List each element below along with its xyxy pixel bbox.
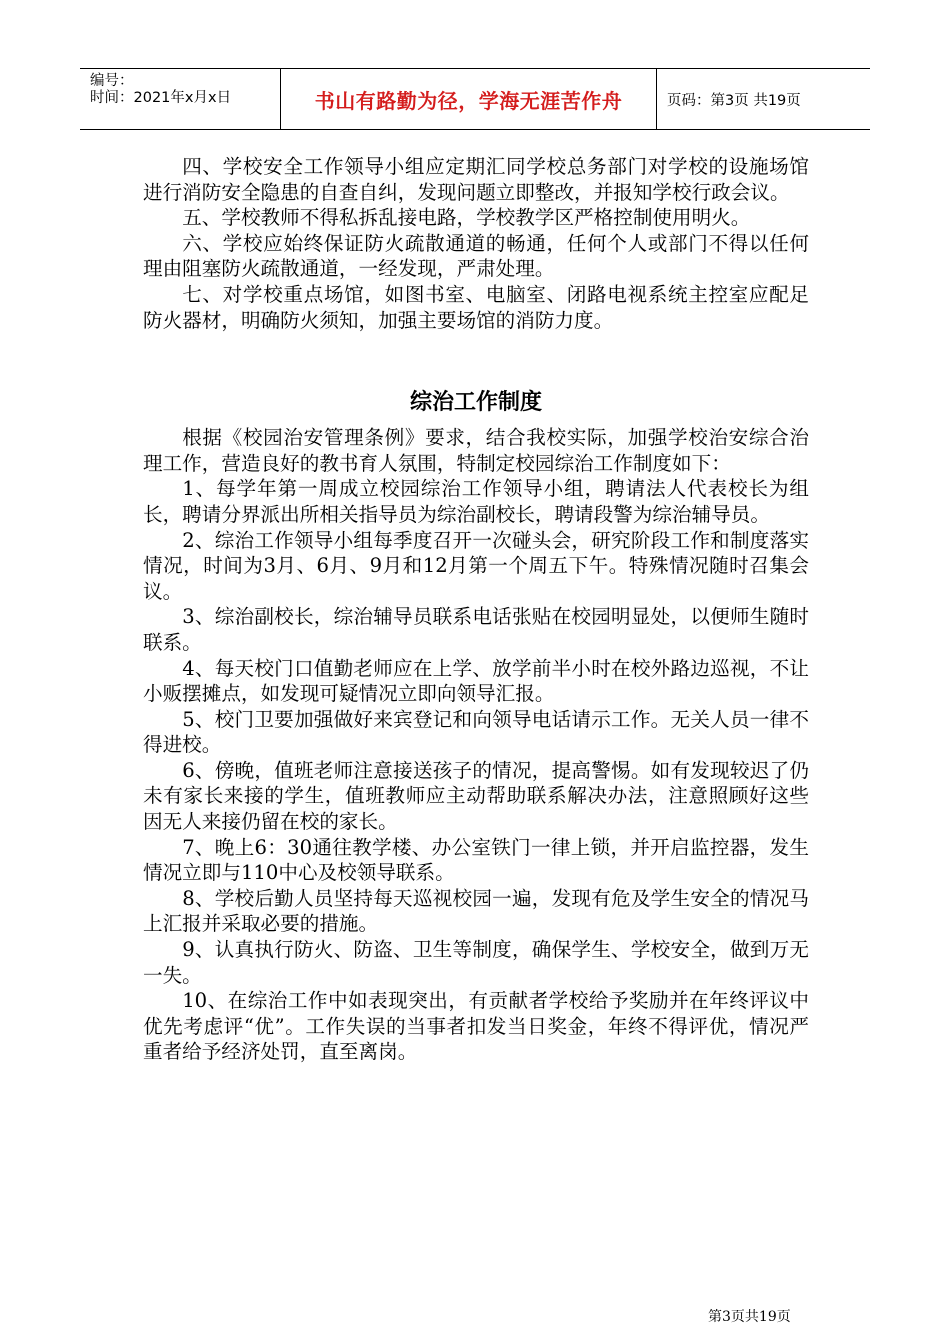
- paragraph: 根据《校园治安管理条例》要求，结合我校实际，加强学校治安综合治理工作，营造良好的教书育人氛围，特制定校园综治工作制度如下：: [143, 426, 809, 475]
- paragraph: 7、晚上6：30通往教学楼、办公室铁门一律上锁，并开启监控器，发生情况立即与110中心及校领导联系。: [143, 835, 809, 885]
- header-page-label: 页码：第3页 共19页: [667, 92, 801, 109]
- section-title: 综治工作制度: [409, 390, 542, 416]
- paragraph: 6、傍晚，值班老师注意接送孩子的情况，提高警惕。如有发现较迟了仍未有家长来接的学生，值班教师应主动帮助联系解决办法，注意照顾好这些因无人来接仍留在校的家长。: [143, 758, 809, 834]
- header-left: [80, 69, 280, 129]
- paragraph: 3、综治副校长，综治辅导员联系电话张贴在校园明显处，以便师生随时联系。: [143, 605, 809, 654]
- paragraph: 10、在综治工作中如表现突出，有贡献者学校给予奖励并在年终评议中优先考虑评“优”。工作失误的当事者扣发当日奖金，年终不得评优，情况严重者给予经济处罚，直至离岗。: [143, 989, 809, 1064]
- paragraph: 4、每天校门口值勤老师应在上学、放学前半小时在校外路边巡视，不让小贩摆摊点，如发现可疑情况立即向领导汇报。: [143, 656, 809, 706]
- header-motto: 书山有路勤为径，学海无涯苦作舟: [280, 69, 657, 129]
- document-date-label: 时间：2021年x月x日: [90, 90, 232, 106]
- paragraph: 2、综治工作领导小组每季度召开一次碰头会，研究阶段工作和制度落实情况，时间为3月、6月、9月和12月第一个周五下午。特殊情况随时召集会议。: [143, 528, 809, 603]
- paragraph: 七、对学校重点场馆，如图书室、电脑室、闭路电视系统主控室应配足防火器材，明确防火须知，加强主要场馆的消防力度。: [143, 282, 809, 332]
- paragraph: 5、校门卫要加强做好来宾登记和向领导电话请示工作。无关人员一律不得进校。: [143, 707, 809, 757]
- document-body: [143, 154, 809, 1065]
- page-footer: 第3页共19页: [708, 1309, 791, 1325]
- paragraph: 8、学校后勤人员坚持每天巡视校园一遍，发现有危及学生安全的情况马上汇报并采取必要的措施。: [143, 886, 809, 936]
- paragraph: 9、认真执行防火、防盗、卫生等制度，确保学生、学校安全，做到万无一失。: [143, 938, 809, 987]
- paragraph: 1、每学年第一周成立校园综治工作领导小组，聘请法人代表校长为组长，聘请分界派出所相关指导员为综治副校长，聘请段警为综治辅导员。: [143, 477, 809, 526]
- document-number-label: 编号：: [90, 73, 134, 89]
- paragraph: 五、学校教师不得私拆乱接电路，学校教学区严格控制使用明火。: [182, 206, 751, 230]
- page-header: [80, 68, 870, 130]
- paragraph: 四、学校安全工作领导小组应定期汇同学校总务部门对学校的设施场馆进行消防安全隐患的自查自纠，发现问题立即整改，并报知学校行政会议。: [143, 155, 809, 204]
- paragraph: 六、学校应始终保证防火疏散通道的畅通，任何个人或部门不得以任何理由阻塞防火疏散通道，一经发现，严肃处理。: [143, 231, 809, 281]
